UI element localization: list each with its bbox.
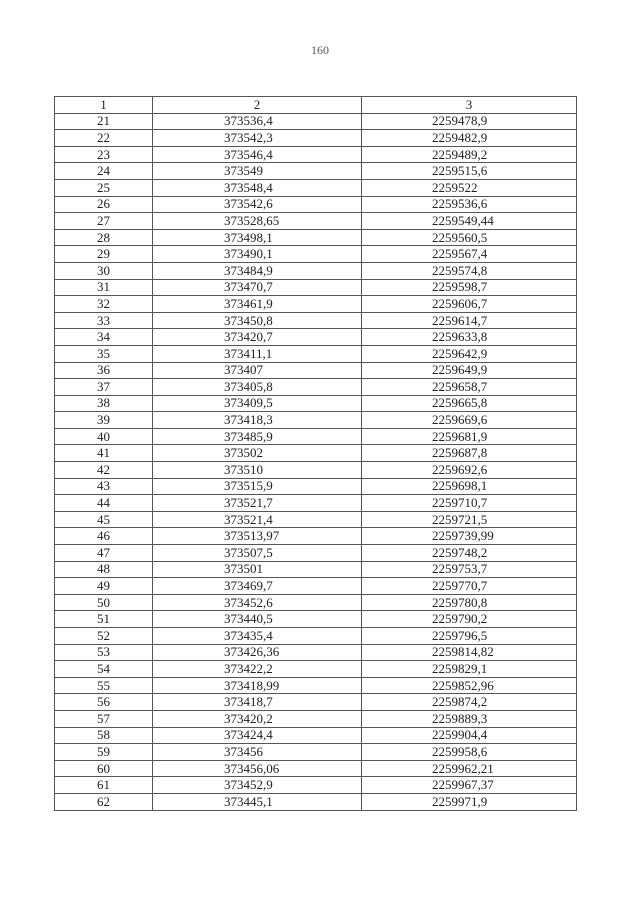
y-coordinate-cell: 2259567,4: [362, 246, 577, 263]
y-coordinate-cell: 2259710,7: [362, 495, 577, 512]
table-row: [55, 727, 577, 744]
y-coordinate-cell: 2259796,5: [362, 628, 577, 645]
y-coordinate-cell: 2259829,1: [362, 661, 577, 678]
y-coordinate-cell: 2259967,37: [362, 777, 577, 794]
point-number-cell: 33: [55, 312, 153, 329]
point-number-cell: 60: [55, 760, 153, 777]
point-number-cell: 61: [55, 777, 153, 794]
point-number-cell: 39: [55, 412, 153, 429]
point-number-cell: 53: [55, 644, 153, 661]
table-row: [55, 362, 577, 379]
point-number-cell: 36: [55, 362, 153, 379]
x-coordinate-cell: 373418,3: [153, 412, 362, 429]
y-coordinate-cell: 2259971,9: [362, 793, 577, 810]
y-coordinate-cell: 2259522: [362, 179, 577, 196]
point-number-cell: 27: [55, 213, 153, 230]
point-number-cell: 35: [55, 345, 153, 362]
y-coordinate-cell: 2259780,8: [362, 594, 577, 611]
point-number-cell: 25: [55, 179, 153, 196]
x-coordinate-cell: 373470,7: [153, 279, 362, 296]
table-row: [55, 644, 577, 661]
table-row: [55, 760, 577, 777]
point-number-cell: 37: [55, 379, 153, 396]
table-row: [55, 611, 577, 628]
point-number-cell: 62: [55, 793, 153, 810]
table-row: [55, 196, 577, 213]
table-row: [55, 395, 577, 412]
x-coordinate-cell: 373498,1: [153, 229, 362, 246]
y-coordinate-cell: 2259649,9: [362, 362, 577, 379]
table-row: [55, 628, 577, 645]
x-coordinate-cell: 373542,3: [153, 130, 362, 147]
point-number-cell: 58: [55, 727, 153, 744]
table-header: [55, 97, 577, 114]
point-number-cell: 49: [55, 578, 153, 595]
table-row: [55, 312, 577, 329]
x-coordinate-cell: 373515,9: [153, 478, 362, 495]
y-coordinate-cell: 2259687,8: [362, 445, 577, 462]
y-coordinate-cell: 2259958,6: [362, 744, 577, 761]
point-number-cell: 41: [55, 445, 153, 462]
page-number: 160: [311, 43, 329, 57]
y-coordinate-cell: 2259669,6: [362, 412, 577, 429]
table-row: [55, 495, 577, 512]
table-row: [55, 146, 577, 163]
y-coordinate-cell: 2259852,96: [362, 677, 577, 694]
y-coordinate-cell: 2259515,6: [362, 163, 577, 180]
header-col-3: 3: [362, 97, 577, 114]
y-coordinate-cell: 2259614,7: [362, 312, 577, 329]
point-number-cell: 50: [55, 594, 153, 611]
table-row: [55, 677, 577, 694]
y-coordinate-cell: 2259598,7: [362, 279, 577, 296]
x-coordinate-cell: 373422,2: [153, 661, 362, 678]
y-coordinate-cell: 2259536,6: [362, 196, 577, 213]
x-coordinate-cell: 373452,6: [153, 594, 362, 611]
table-row: [55, 578, 577, 595]
x-coordinate-cell: 373548,4: [153, 179, 362, 196]
table-row: [55, 163, 577, 180]
y-coordinate-cell: 2259665,8: [362, 395, 577, 412]
table-row: [55, 528, 577, 545]
table-row: [55, 710, 577, 727]
x-coordinate-cell: 373409,5: [153, 395, 362, 412]
x-coordinate-cell: 373411,1: [153, 345, 362, 362]
x-coordinate-cell: 373435,4: [153, 628, 362, 645]
point-number-cell: 26: [55, 196, 153, 213]
x-coordinate-cell: 373502: [153, 445, 362, 462]
y-coordinate-cell: 2259889,3: [362, 710, 577, 727]
y-coordinate-cell: 2259681,9: [362, 428, 577, 445]
y-coordinate-cell: 2259698,1: [362, 478, 577, 495]
table-row: [55, 179, 577, 196]
y-coordinate-cell: 2259633,8: [362, 329, 577, 346]
x-coordinate-cell: 373420,7: [153, 329, 362, 346]
y-coordinate-cell: 2259874,2: [362, 694, 577, 711]
y-coordinate-cell: 2259489,2: [362, 146, 577, 163]
point-number-cell: 44: [55, 495, 153, 512]
header-row: [55, 97, 577, 114]
table-body: [55, 113, 577, 810]
table-row: [55, 445, 577, 462]
x-coordinate-cell: 373507,5: [153, 545, 362, 562]
y-coordinate-cell: 2259478,9: [362, 113, 577, 130]
table-row: [55, 594, 577, 611]
table-row: [55, 694, 577, 711]
x-coordinate-cell: 373407: [153, 362, 362, 379]
x-coordinate-cell: 373424,4: [153, 727, 362, 744]
point-number-cell: 24: [55, 163, 153, 180]
table-row: [55, 262, 577, 279]
x-coordinate-cell: 373521,7: [153, 495, 362, 512]
table-row: [55, 478, 577, 495]
table-row: [55, 213, 577, 230]
y-coordinate-cell: 2259814,82: [362, 644, 577, 661]
point-number-cell: 40: [55, 428, 153, 445]
x-coordinate-cell: 373528,65: [153, 213, 362, 230]
point-number-cell: 48: [55, 561, 153, 578]
table-row: [55, 428, 577, 445]
x-coordinate-cell: 373450,8: [153, 312, 362, 329]
table-row: [55, 412, 577, 429]
table-row: [55, 511, 577, 528]
x-coordinate-cell: 373536,4: [153, 113, 362, 130]
y-coordinate-cell: 2259748,2: [362, 545, 577, 562]
x-coordinate-cell: 373418,99: [153, 677, 362, 694]
point-number-cell: 51: [55, 611, 153, 628]
table-row: [55, 793, 577, 810]
table-row: [55, 296, 577, 313]
coordinates-table: [54, 96, 577, 811]
x-coordinate-cell: 373426,36: [153, 644, 362, 661]
x-coordinate-cell: 373501: [153, 561, 362, 578]
point-number-cell: 46: [55, 528, 153, 545]
table-row: [55, 130, 577, 147]
table-row: [55, 279, 577, 296]
point-number-cell: 21: [55, 113, 153, 130]
x-coordinate-cell: 373452,9: [153, 777, 362, 794]
y-coordinate-cell: 2259692,6: [362, 462, 577, 479]
x-coordinate-cell: 373418,7: [153, 694, 362, 711]
x-coordinate-cell: 373456,06: [153, 760, 362, 777]
table-row: [55, 246, 577, 263]
point-number-cell: 57: [55, 710, 153, 727]
y-coordinate-cell: 2259721,5: [362, 511, 577, 528]
point-number-cell: 32: [55, 296, 153, 313]
y-coordinate-cell: 2259790,2: [362, 611, 577, 628]
y-coordinate-cell: 2259753,7: [362, 561, 577, 578]
y-coordinate-cell: 2259962,21: [362, 760, 577, 777]
x-coordinate-cell: 373405,8: [153, 379, 362, 396]
point-number-cell: 28: [55, 229, 153, 246]
x-coordinate-cell: 373490,1: [153, 246, 362, 263]
x-coordinate-cell: 373521,4: [153, 511, 362, 528]
point-number-cell: 22: [55, 130, 153, 147]
x-coordinate-cell: 373510: [153, 462, 362, 479]
point-number-cell: 56: [55, 694, 153, 711]
y-coordinate-cell: 2259658,7: [362, 379, 577, 396]
x-coordinate-cell: 373456: [153, 744, 362, 761]
header-col-1: 1: [55, 97, 153, 114]
table-row: [55, 345, 577, 362]
table-row: [55, 545, 577, 562]
point-number-cell: 23: [55, 146, 153, 163]
point-number-cell: 54: [55, 661, 153, 678]
point-number-cell: 59: [55, 744, 153, 761]
point-number-cell: 52: [55, 628, 153, 645]
y-coordinate-cell: 2259574,8: [362, 262, 577, 279]
x-coordinate-cell: 373546,4: [153, 146, 362, 163]
table-row: [55, 661, 577, 678]
y-coordinate-cell: 2259482,9: [362, 130, 577, 147]
point-number-cell: 45: [55, 511, 153, 528]
x-coordinate-cell: 373461,9: [153, 296, 362, 313]
y-coordinate-cell: 2259642,9: [362, 345, 577, 362]
point-number-cell: 55: [55, 677, 153, 694]
table-row: [55, 462, 577, 479]
x-coordinate-cell: 373440,5: [153, 611, 362, 628]
x-coordinate-cell: 373445,1: [153, 793, 362, 810]
point-number-cell: 42: [55, 462, 153, 479]
point-number-cell: 31: [55, 279, 153, 296]
y-coordinate-cell: 2259904,4: [362, 727, 577, 744]
table-row: [55, 777, 577, 794]
point-number-cell: 30: [55, 262, 153, 279]
x-coordinate-cell: 373542,6: [153, 196, 362, 213]
table-row: [55, 744, 577, 761]
point-number-cell: 38: [55, 395, 153, 412]
point-number-cell: 43: [55, 478, 153, 495]
x-coordinate-cell: 373513,97: [153, 528, 362, 545]
table-row: [55, 229, 577, 246]
x-coordinate-cell: 373469,7: [153, 578, 362, 595]
y-coordinate-cell: 2259560,5: [362, 229, 577, 246]
x-coordinate-cell: 373484,9: [153, 262, 362, 279]
y-coordinate-cell: 2259739,99: [362, 528, 577, 545]
y-coordinate-cell: 2259549,44: [362, 213, 577, 230]
x-coordinate-cell: 373485,9: [153, 428, 362, 445]
x-coordinate-cell: 373549: [153, 163, 362, 180]
table-row: [55, 329, 577, 346]
point-number-cell: 47: [55, 545, 153, 562]
x-coordinate-cell: 373420,2: [153, 710, 362, 727]
y-coordinate-cell: 2259606,7: [362, 296, 577, 313]
table-row: [55, 561, 577, 578]
table-row: [55, 379, 577, 396]
point-number-cell: 34: [55, 329, 153, 346]
table-row: [55, 113, 577, 130]
y-coordinate-cell: 2259770,7: [362, 578, 577, 595]
header-col-2: 2: [153, 97, 362, 114]
point-number-cell: 29: [55, 246, 153, 263]
